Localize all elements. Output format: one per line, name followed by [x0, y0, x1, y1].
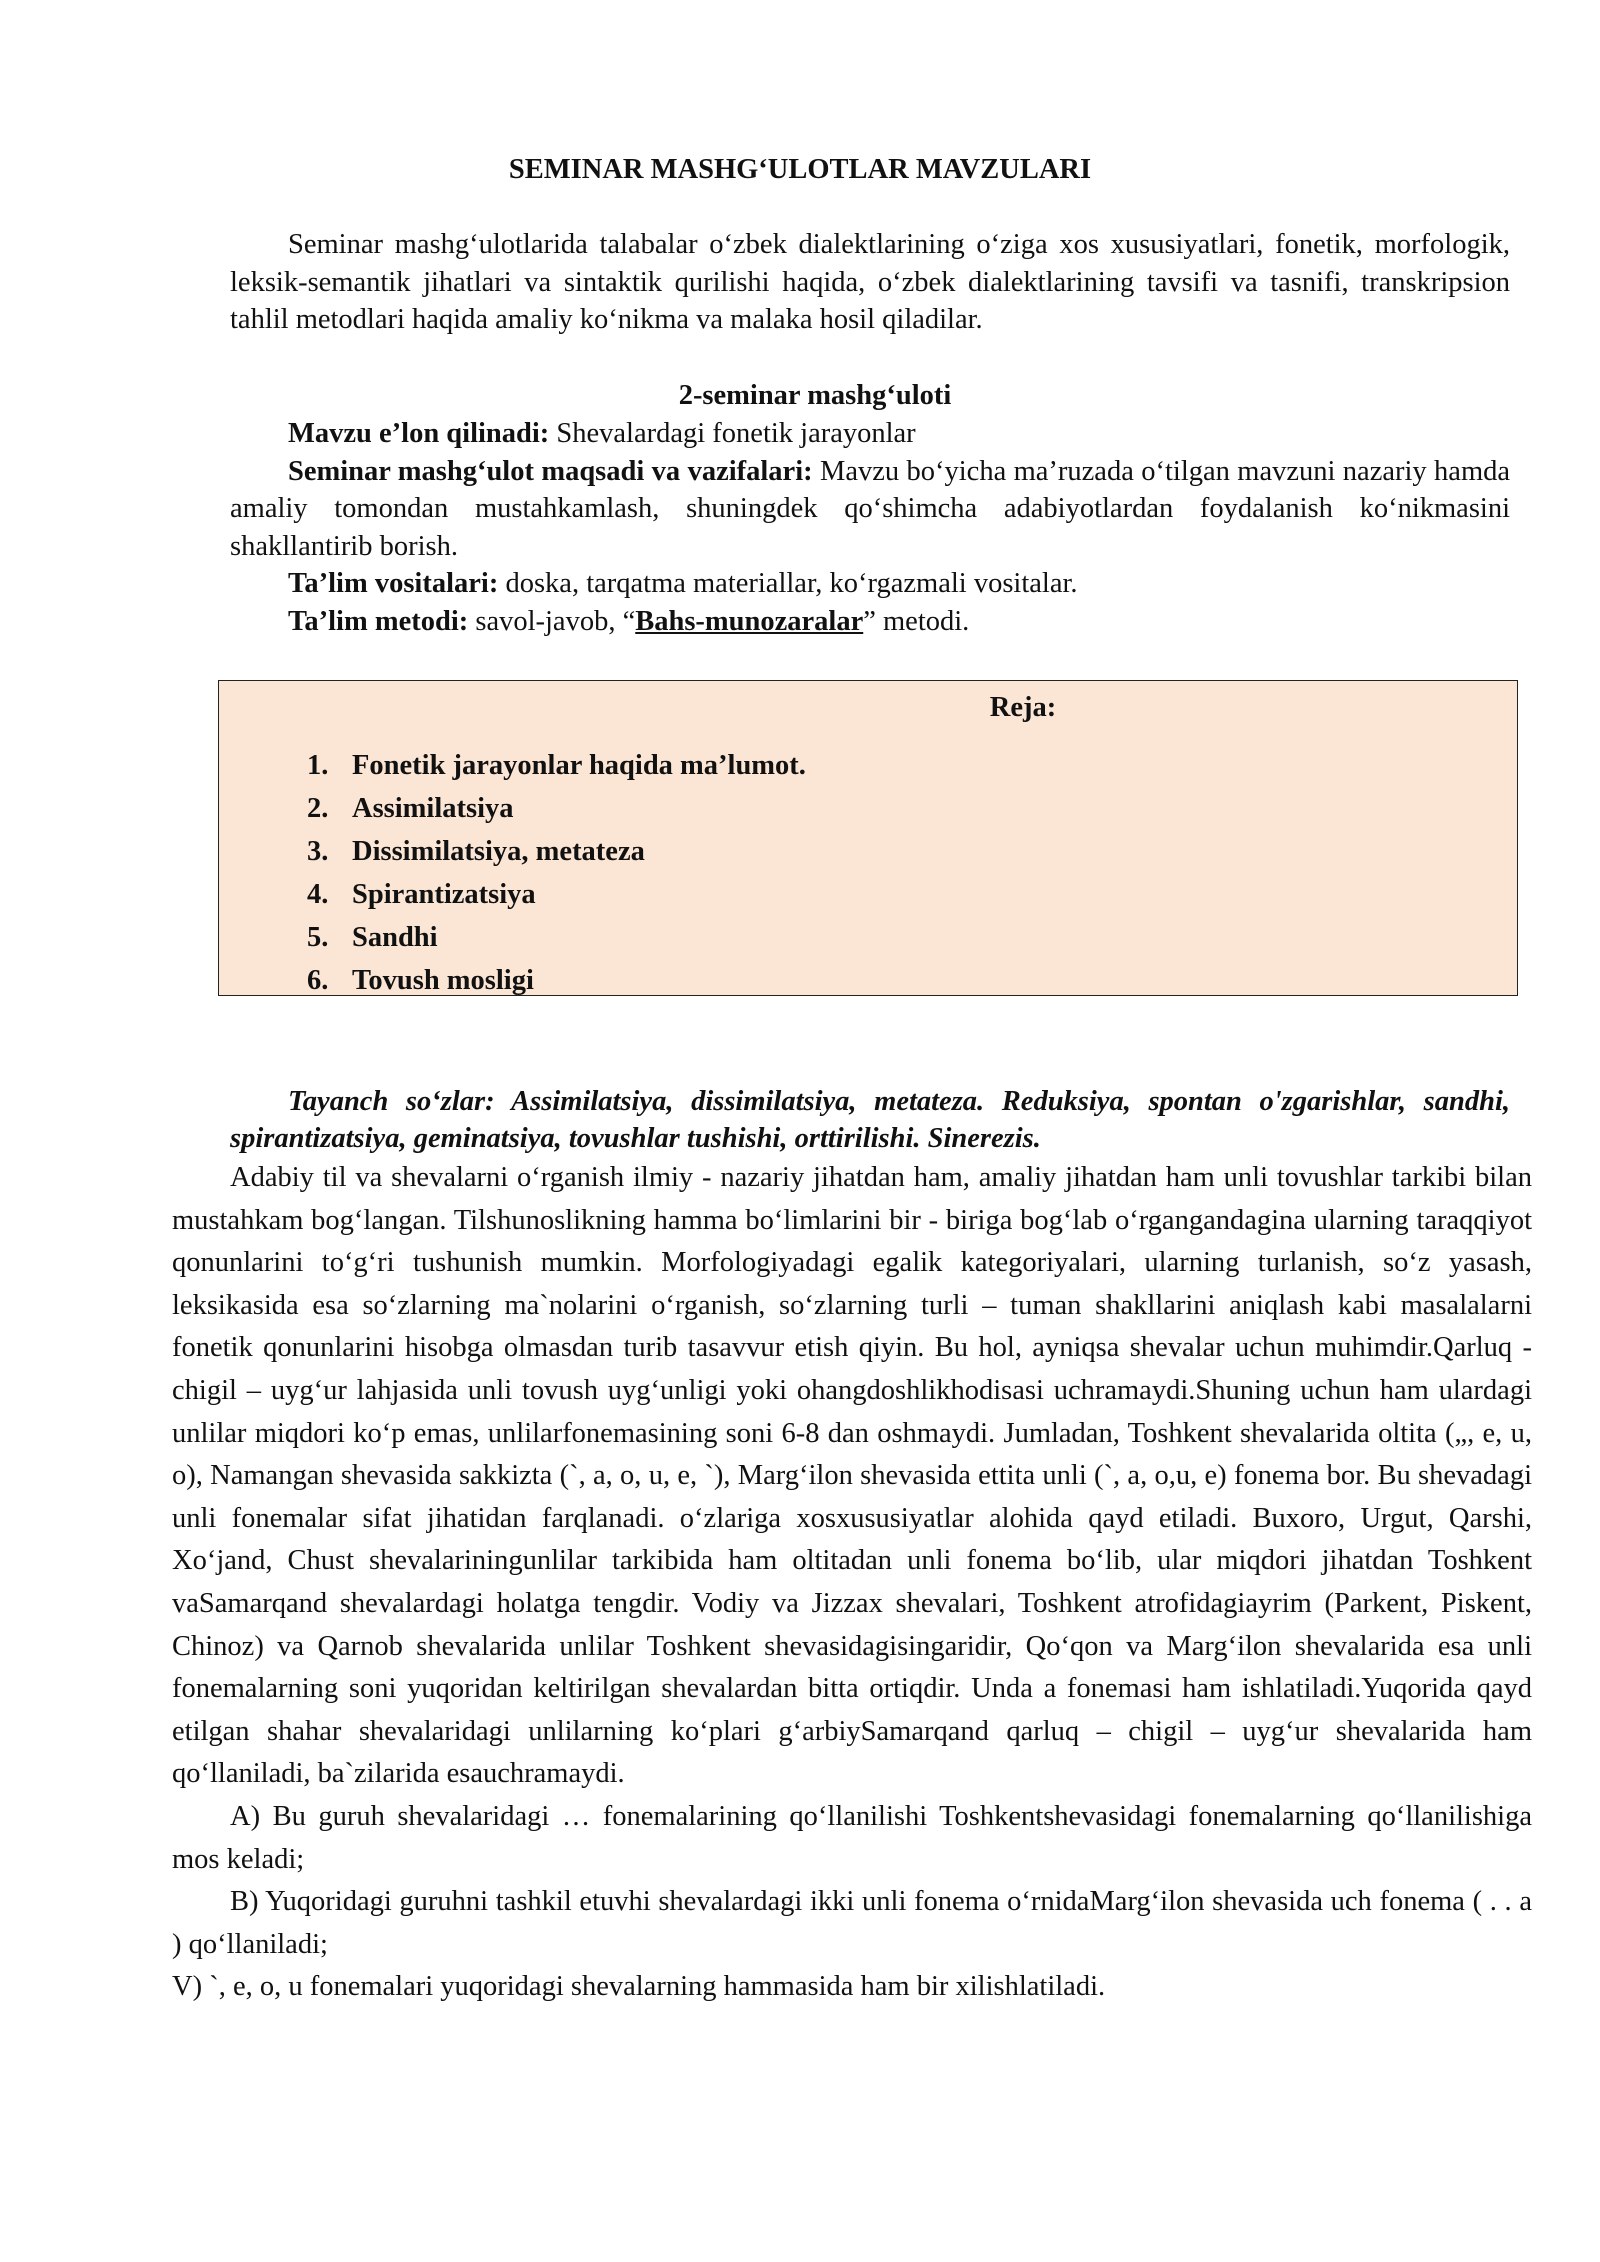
- body-item-b: B) Yuqoridagi guruhni tashkil etuvhi shevalardagi ikki unli fonema o‘rnidaMarg‘ilon shevasida uch fonema ( . . a ) qo‘llaniladi;: [172, 1886, 1532, 1960]
- plan-item-number: 1.: [307, 750, 329, 781]
- body-item-v: V) `, e, o, u fonemalari yuqoridagi shevalarning hammasida ham bir xilishlatiladi.: [172, 1971, 1106, 2003]
- method-pre: savol-javob, “: [468, 605, 636, 637]
- plan-item-text: Fonetik jarayonlar haqida ma’lumot.: [352, 750, 806, 781]
- plan-item: [307, 873, 806, 916]
- plan-item-text: Assimilatsiya: [352, 793, 514, 824]
- goal-line: [230, 453, 1510, 566]
- plan-item-number: 2.: [307, 793, 329, 824]
- plan-item-number: 4.: [307, 879, 329, 910]
- page-title: SEMINAR MASHG‘ULOTLAR MAVZULARI: [508, 154, 1092, 185]
- plan-item-text: Sandhi: [352, 922, 438, 953]
- plan-item: [307, 744, 806, 787]
- plan-item-number: 3.: [307, 836, 329, 867]
- method-link: Bahs-munozaralar: [635, 605, 864, 637]
- plan-item-text: Spirantizatsiya: [352, 879, 536, 910]
- tools-label: Ta’lim vositalari:: [288, 568, 499, 599]
- goal-value: Mavzu bo‘yicha ma’ruzada o‘tilgan mavzuni nazariy hamda amaliy tomondan mustahkamlash, shuningdek qo‘shimcha adabiyotlardan foydalanish ko‘nikmasini shakllantirib borish.: [230, 455, 1511, 562]
- method-post: ” metodi.: [863, 605, 970, 637]
- plan-item-text: Tovush mosligi: [352, 965, 534, 996]
- seminar-heading: 2-seminar mashg‘uloti: [678, 380, 952, 411]
- plan-title: Reja:: [989, 692, 1057, 723]
- goal-label: Seminar mashg‘ulot maqsadi va vazifalari:: [288, 455, 813, 487]
- plan-item: [307, 916, 806, 959]
- topic-line: [230, 415, 1510, 453]
- plan-list: [307, 744, 806, 1002]
- keywords-paragraph: Tayanch so‘zlar: Assimilatsiya, dissimilatsiya, metateza. Reduksiya, spontan o'zgarishlar, sandhi, spirantizatsiya, geminatsiya, tovushlar tushishi, orttirilishi. Sinerezis.: [230, 1086, 1510, 1154]
- plan-item-number: 6.: [307, 965, 329, 996]
- topic-label: Mavzu e’lon qilinadi:: [288, 418, 550, 449]
- topic-value: Shevalardagi fonetik jarayonlar: [549, 418, 916, 449]
- plan-item: [307, 787, 806, 830]
- tools-value: doska, tarqatma materiallar, ko‘rgazmali vositalar.: [498, 568, 1078, 599]
- seminar-meta: [230, 415, 1510, 640]
- tools-line: [230, 565, 1510, 603]
- plan-item-number: 5.: [307, 922, 329, 953]
- body-main-paragraph: Adabiy til va shevalarni o‘rganish ilmiy - nazariy jihatdan ham, amaliy jihatdan ham unli tovushlar tarkibi bilan mustahkam bog‘langan. Tilshunoslikning hamma bo‘limlarini bir - biriga bog‘lab o‘rgangandagina ularning taraqqiyot qonunlarini to‘g‘ri tushunish mumkin. Morfologiyadagi egalik kategoriyalari, ularning turlanish, so‘z yasash, leksikasida esa so‘zlarning ma`nolarini o‘rganish, so‘zlarning turli – tuman shakllarini aniqlash kabi masalalarni fonetik qonunlarini hisobga olmasdan turib tasavvur etish qiyin. Bu hol, ayniqsa shevalar uchun muhimdir.Qarluq - chigil – uyg‘ur lahjasida unli tovush uyg‘unligi yoki ohangdoshlikhodisasi uchramaydi.Shuning uchun ham ulardagi unlilar miqdori ko‘p emas, unlilarfonemasining soni 6-8 dan oshmaydi. Jumladan, Toshkent shevalarida oltita („, e, u, o), Namangan shevasida sakkizta (`, a, o, u, e, `), Marg‘ilon shevasida ettita unli (`, a, o,u, e) fonema bor. Bu shevadagi unli fonemalar sifat jihatidan farqlanadi. o‘zlariga xosxususiyatlar alohida qayd etiladi. Buxoro, Urgut, Qarshi, Xo‘jand, Chust shevalariningunlilar tarkibida ham oltitadan unli fonema bo‘lib, ular miqdori jihatdan Toshkent vaSamarqand shevalardagi holatga tengdir. Vodiy va Jizzax shevalari, Toshkent atrofidagiayrim (Parkent, Piskent, Chinoz) va Qarnob shevalarida unlilar Toshkent shevasidagisingaridir, Qo‘qon va Marg‘ilon shevalarida esa unli fonemalarning soni yuqoridan keltirilgan shevalardan bitta ortiqdir. Unda a fonemasi ham ishlatiladi.Yuqorida qayd etilgan shahar shevalaridagi unlilarning ko‘plari g‘arbiySamarqand qarluq – chigil – uyg‘ur shevalarida ham qo‘llaniladi, ba`zilarida esauchramaydi.: [172, 1162, 1532, 1790]
- plan-item: [307, 959, 806, 1002]
- body-item-a: A) Bu guruh shevalaridagi … fonemalarining qo‘llanilishi Toshkentshevasidagi fonemalarning qo‘llanilishiga mos keladi;: [172, 1800, 1532, 1875]
- plan-item-text: Dissimilatsiya, metateza: [352, 836, 645, 867]
- plan-box: [218, 680, 1518, 996]
- method-label: Ta’lim metodi:: [288, 605, 469, 637]
- method-line: [230, 603, 1510, 641]
- intro-paragraph: Seminar mashg‘ulotlarida talabalar o‘zbek dialektlarining o‘ziga xos xususiyatlari, fonetik, morfologik, leksik-semantik jihatlari va sintaktik qurilishi haqida, o‘zbek dialektlarining tavsifi va tasnifi, transkripsion tahlil metodlari haqida amaliy ko‘nikma va malaka hosil qiladilar.: [230, 229, 1510, 335]
- plan-item: [307, 830, 806, 873]
- body-text: [172, 1157, 1532, 2009]
